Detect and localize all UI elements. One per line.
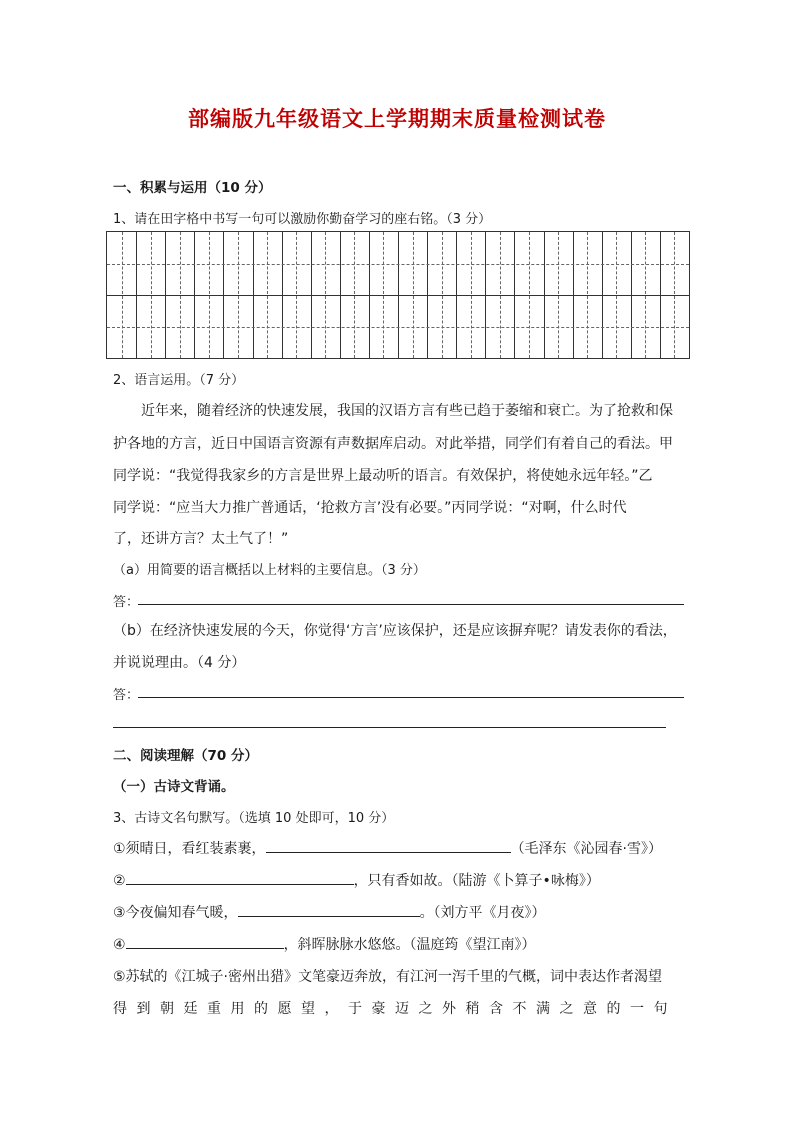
answer-line-b-2[interactable]	[113, 727, 666, 728]
question-2b-line-1: （b）在经济快速发展的今天，你觉得‘方言’应该保护，还是应该摒弃呢？请发表你的看法，	[113, 623, 677, 639]
grid-row-guide	[107, 264, 689, 265]
item-5-line-2: 得到朝廷重用的愿望，于豪迈之外稍含不满之意的一句	[113, 1001, 677, 1017]
passage-line-3: 同学说：“我觉得我家乡的方言是世界上最动听的语言。有效保护，将使她永远年轻。”乙	[113, 468, 653, 484]
answer-label-b: 答：	[113, 688, 140, 703]
question-2a: （a）用简要的语言概括以上材料的主要信息。（3 分）	[113, 563, 426, 578]
tianzige-writing-grid[interactable]	[106, 231, 690, 359]
fill-blank-3[interactable]	[238, 903, 420, 917]
fill-item-1: ①须晴日，看红装素裹， （毛泽东《沁园春·雪》）	[113, 841, 663, 857]
question-1: 1、请在田字格中书写一句可以激励你勤奋学习的座右铭。（3 分）	[113, 212, 492, 227]
passage-line-4: 同学说：“应当大力推广普通话，‘抢救方言’没有必要。”丙同学说：“对啊，什么时代	[113, 500, 627, 516]
passage-line-2: 护各地的方言，近日中国语言资源有声数据库启动。对此举措，同学们有着自己的看法。甲	[113, 436, 673, 452]
passage-line-1: 近年来，随着经济的快速发展，我国的汉语方言有些已趋于萎缩和衰亡。为了抢救和保	[141, 403, 673, 419]
fill-item-4: ④ ，斜晖脉脉水悠悠。（温庭筠《望江南》）	[113, 937, 536, 953]
passage-line-5: 了，还讲方言？太土气了！”	[113, 531, 289, 547]
grid-row-guide	[107, 327, 689, 328]
question-2b-line-2: 并说说理由。（4 分）	[113, 655, 246, 671]
fill-item-3: ③今夜偏知春气暖， 。（刘方平《月夜》）	[113, 905, 546, 921]
question-3: 3、古诗文名句默写。（选填 10 处即可，10 分）	[113, 811, 395, 826]
fill-blank-2[interactable]	[126, 871, 354, 885]
answer-label-a: 答：	[113, 595, 140, 610]
section1-heading: 一、积累与运用（10 分）	[113, 180, 272, 196]
page-title: 部编版九年级语文上学期期末质量检测试卷	[188, 107, 606, 131]
question-2-label: 2、语言运用。（7 分）	[113, 373, 245, 388]
item-5-line-1: ⑤苏轼的《江城子·密州出猎》文笔豪迈奔放，有江河一泻千里的气概，词中表达作者渴望	[113, 969, 662, 985]
answer-line-a[interactable]	[138, 604, 684, 605]
fill-blank-4[interactable]	[126, 935, 284, 949]
fill-item-2: ② ，只有香如故。（陆游《卜算子•咏梅》）	[113, 873, 600, 889]
section2-heading: 二、阅读理解（70 分）	[113, 748, 258, 764]
grid-row-border	[107, 295, 689, 296]
section2-sub1-heading: （一）古诗文背诵。	[113, 779, 235, 795]
fill-blank-1[interactable]	[266, 839, 511, 853]
answer-line-b-1[interactable]	[138, 697, 684, 698]
